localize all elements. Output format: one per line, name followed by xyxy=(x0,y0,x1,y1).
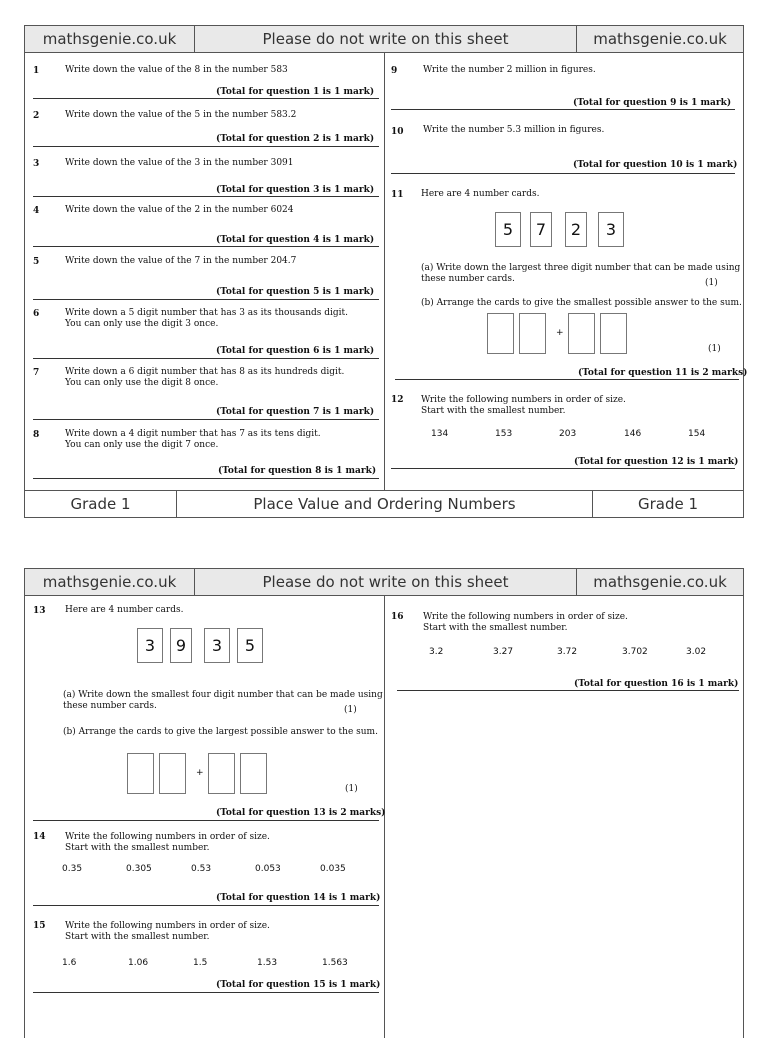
question-number: 9 xyxy=(391,66,398,76)
footer-grade-right: Grade 1 xyxy=(637,495,699,513)
question-number: 12 xyxy=(391,395,404,405)
number-card: 5 xyxy=(237,628,263,663)
answer-line xyxy=(391,468,735,469)
answer-line xyxy=(33,905,379,906)
question-total: (Total for question 4 is 1 mark) xyxy=(216,235,375,245)
question-number: 11 xyxy=(391,190,404,200)
number-to-order: 3.72 xyxy=(557,647,578,657)
question-part-b: (b) Arrange the cards to give the smallest possible answer to the sum. xyxy=(421,298,742,308)
answer-line xyxy=(391,109,735,110)
question-part-a: these number cards. xyxy=(421,274,515,284)
answer-box[interactable] xyxy=(159,753,186,794)
question-number: 7 xyxy=(33,368,40,378)
question-total: (Total for question 11 is 2 marks) xyxy=(578,368,748,378)
number-to-order: 134 xyxy=(431,429,449,439)
number-card: 5 xyxy=(495,212,521,247)
footer-topic: Place Value and Ordering Numbers xyxy=(177,491,593,517)
question-number: 8 xyxy=(33,430,40,440)
question-part-a: these number cards. xyxy=(63,701,157,711)
question-total: (Total for question 13 is 2 marks) xyxy=(216,808,386,818)
question-total: (Total for question 6 is 1 mark) xyxy=(216,346,375,356)
number-to-order: 1.06 xyxy=(128,958,149,968)
question-text: Here are 4 number cards. xyxy=(421,189,540,199)
question-total: (Total for question 12 is 1 mark) xyxy=(574,457,739,467)
answer-line xyxy=(395,379,739,380)
number-card: 3 xyxy=(204,628,230,663)
question-text: Write the following numbers in order of size. xyxy=(65,921,270,931)
question-text: Start with the smallest number. xyxy=(423,623,568,633)
question-total: (Total for question 3 is 1 mark) xyxy=(216,185,375,195)
question-total: (Total for question 1 is 1 mark) xyxy=(216,87,375,97)
question-text: Here are 4 number cards. xyxy=(65,605,184,615)
question-number: 3 xyxy=(33,159,40,169)
question-text: Write the number 2 million in figures. xyxy=(423,65,596,75)
question-text: Start with the smallest number. xyxy=(65,843,210,853)
question-part-a: (a) Write down the smallest four digit number that can be made using xyxy=(63,690,383,700)
part-mark: (1) xyxy=(344,705,357,715)
column-divider xyxy=(384,52,385,491)
question-text: Write down a 6 digit number that has 8 as its hundreds digit. xyxy=(65,367,345,377)
number-card: 3 xyxy=(137,628,163,663)
answer-line xyxy=(33,478,379,479)
part-mark: (1) xyxy=(705,278,718,288)
question-text: Write down the value of the 7 in the number 204.7 xyxy=(65,256,297,266)
number-to-order: 0.035 xyxy=(320,864,346,874)
answer-box[interactable] xyxy=(487,313,514,354)
question-text: Write the following numbers in order of size. xyxy=(421,395,626,405)
answer-box[interactable] xyxy=(519,313,546,354)
question-text: Start with the smallest number. xyxy=(65,932,210,942)
header-notice: Please do not write on this sheet xyxy=(195,26,577,52)
answer-line xyxy=(33,419,379,420)
number-to-order: 1.6 xyxy=(62,958,77,968)
question-text: Write the following numbers in order of size. xyxy=(423,612,628,622)
number-to-order: 3.02 xyxy=(686,647,707,657)
question-number: 6 xyxy=(33,309,40,319)
question-text: Write down a 4 digit number that has 7 as its tens digit. xyxy=(65,429,321,439)
question-number: 4 xyxy=(33,206,40,216)
question-number: 10 xyxy=(391,127,404,137)
header-site-right: mathsgenie.co.uk xyxy=(593,30,727,48)
question-total: (Total for question 15 is 1 mark) xyxy=(216,980,381,990)
question-number: 14 xyxy=(33,832,46,842)
number-card: 3 xyxy=(598,212,624,247)
question-number: 13 xyxy=(33,606,46,616)
answer-line xyxy=(33,146,379,147)
number-to-order: 3.702 xyxy=(622,647,648,657)
number-to-order: 0.053 xyxy=(255,864,281,874)
question-text: Write down the value of the 3 in the number 3091 xyxy=(65,158,294,168)
number-to-order: 1.5 xyxy=(193,958,208,968)
question-number: 16 xyxy=(391,612,404,622)
question-number: 5 xyxy=(33,257,40,267)
question-total: (Total for question 9 is 1 mark) xyxy=(573,98,732,108)
answer-box[interactable] xyxy=(568,313,595,354)
answer-line xyxy=(33,98,379,99)
number-to-order: 0.305 xyxy=(126,864,152,874)
number-card: 9 xyxy=(170,628,192,663)
question-text: Write down the value of the 2 in the number 6024 xyxy=(65,205,294,215)
question-text: Write the following numbers in order of size. xyxy=(65,832,270,842)
answer-line xyxy=(33,299,379,300)
header-site-left: mathsgenie.co.uk xyxy=(25,26,195,52)
header-site-left: mathsgenie.co.uk xyxy=(25,569,195,595)
header-site-right: mathsgenie.co.uk xyxy=(593,573,727,591)
sheet-header xyxy=(25,26,743,53)
number-to-order: 3.2 xyxy=(429,647,444,657)
question-number: 1 xyxy=(33,66,40,76)
number-to-order: 3.27 xyxy=(493,647,514,657)
question-text: Start with the smallest number. xyxy=(421,406,566,416)
question-total: (Total for question 5 is 1 mark) xyxy=(216,287,375,297)
answer-box[interactable] xyxy=(600,313,627,354)
answer-box[interactable] xyxy=(208,753,235,794)
question-text: Write down the value of the 8 in the number 583 xyxy=(65,65,288,75)
part-mark: (1) xyxy=(708,344,721,354)
number-to-order: 154 xyxy=(688,429,706,439)
plus-sign: + xyxy=(196,768,204,778)
question-text: Write down the value of the 5 in the number 583.2 xyxy=(65,110,297,120)
sheet-header xyxy=(25,569,743,596)
question-total: (Total for question 10 is 1 mark) xyxy=(573,160,738,170)
worksheet-page-2 xyxy=(24,568,744,1038)
question-text: Write the number 5.3 million in figures. xyxy=(423,125,605,135)
question-total: (Total for question 2 is 1 mark) xyxy=(216,134,375,144)
question-text: You can only use the digit 7 once. xyxy=(65,440,219,450)
answer-line xyxy=(397,690,739,691)
question-total: (Total for question 14 is 1 mark) xyxy=(216,893,381,903)
number-to-order: 146 xyxy=(624,429,642,439)
answer-line xyxy=(33,820,379,821)
number-to-order: 0.35 xyxy=(62,864,83,874)
question-text: You can only use the digit 8 once. xyxy=(65,378,219,388)
number-to-order: 203 xyxy=(559,429,577,439)
plus-sign: + xyxy=(556,328,564,338)
number-to-order: 1.563 xyxy=(322,958,348,968)
answer-line xyxy=(391,173,735,174)
number-card: 2 xyxy=(565,212,587,247)
question-total: (Total for question 7 is 1 mark) xyxy=(216,407,375,417)
number-to-order: 1.53 xyxy=(257,958,278,968)
question-text: Write down a 5 digit number that has 3 as its thousands digit. xyxy=(65,308,349,318)
sheet-footer xyxy=(25,490,743,517)
question-part-a: (a) Write down the largest three digit number that can be made using xyxy=(421,263,741,273)
answer-line xyxy=(33,358,379,359)
answer-box[interactable] xyxy=(240,753,267,794)
answer-box[interactable] xyxy=(127,753,154,794)
number-card: 7 xyxy=(530,212,552,247)
header-notice: Please do not write on this sheet xyxy=(195,569,577,595)
answer-line xyxy=(33,196,379,197)
number-to-order: 0.53 xyxy=(191,864,212,874)
answer-line xyxy=(33,992,379,993)
part-mark: (1) xyxy=(345,784,358,794)
question-number: 2 xyxy=(33,111,40,121)
footer-grade-left: Grade 1 xyxy=(25,491,177,517)
question-total: (Total for question 8 is 1 mark) xyxy=(218,466,377,476)
question-number: 15 xyxy=(33,921,46,931)
answer-line xyxy=(33,246,379,247)
question-total: (Total for question 16 is 1 mark) xyxy=(574,679,739,689)
question-part-b: (b) Arrange the cards to give the largest possible answer to the sum. xyxy=(63,727,378,737)
worksheet-page-1 xyxy=(24,25,748,518)
number-to-order: 153 xyxy=(495,429,513,439)
question-text: You can only use the digit 3 once. xyxy=(65,319,219,329)
